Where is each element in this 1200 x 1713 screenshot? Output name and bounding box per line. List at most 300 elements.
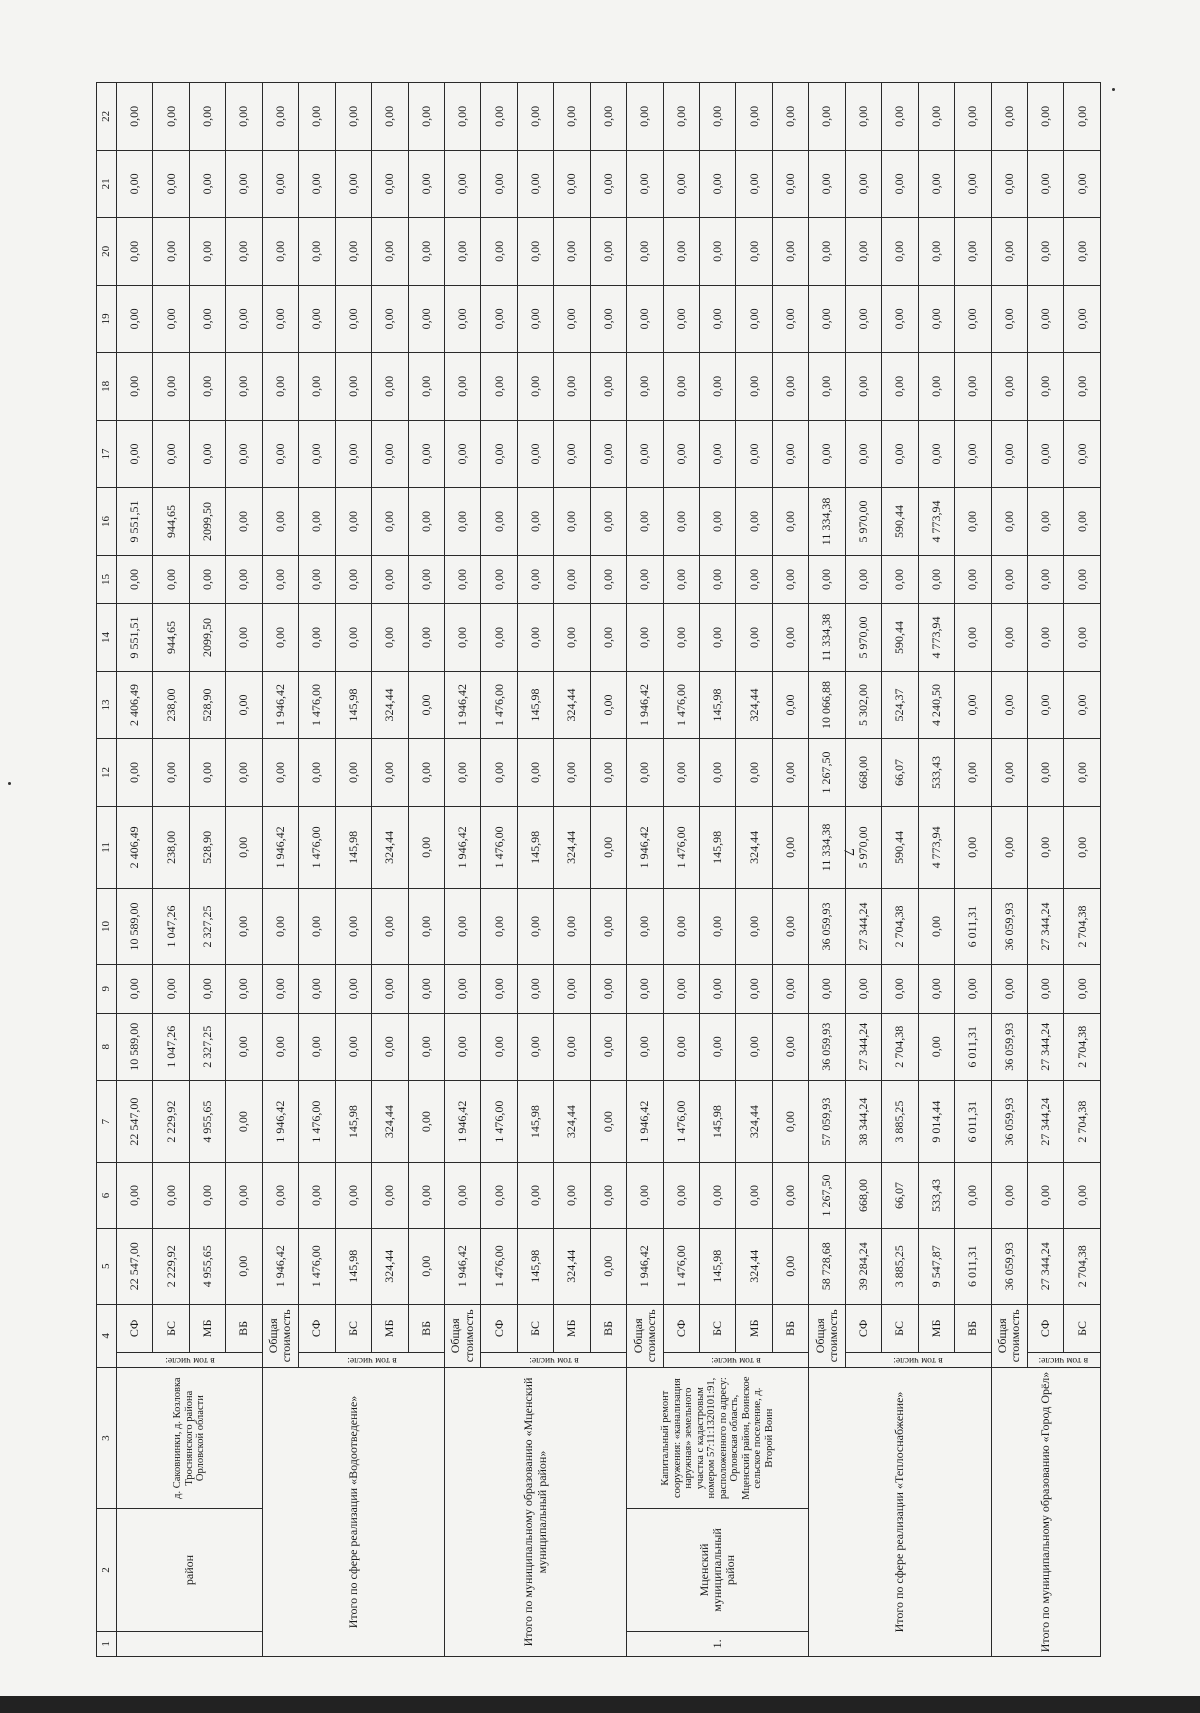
- value-cell: 27 344,24: [1027, 1081, 1063, 1163]
- scan-edge: [0, 1696, 1200, 1713]
- page-number: 7: [840, 848, 857, 856]
- value-cell: 0,00: [991, 420, 1027, 488]
- value-cell: 0,00: [627, 83, 663, 151]
- value-cell: 1 946,42: [262, 1228, 298, 1304]
- value-cell: 0,00: [627, 1163, 663, 1228]
- value-cell: 0,00: [1027, 420, 1063, 488]
- value-cell: 0,00: [845, 353, 881, 421]
- including-label: в том числе:: [663, 1353, 809, 1368]
- value-cell: 0,00: [117, 420, 153, 488]
- scan-speck: [8, 782, 11, 785]
- value-cell: 0,00: [627, 150, 663, 218]
- value-cell: 0,00: [481, 420, 517, 488]
- value-cell: 57 059,93: [809, 1081, 845, 1163]
- value-cell: 0,00: [955, 218, 991, 286]
- value-cell: 944,65: [153, 488, 189, 556]
- col-header: 2: [97, 1509, 117, 1631]
- value-cell: 0,00: [1064, 555, 1101, 604]
- column-number-row: [97, 83, 117, 1657]
- value-cell: 0,00: [700, 555, 736, 604]
- value-cell: 0,00: [590, 1013, 626, 1081]
- value-cell: 0,00: [517, 965, 553, 1014]
- value-cell: 944,65: [153, 604, 189, 672]
- including-label: в том числе:: [1027, 1353, 1100, 1368]
- value-cell: 0,00: [845, 83, 881, 151]
- col-header: 8: [97, 1013, 117, 1081]
- value-cell: 0,00: [1064, 806, 1101, 888]
- value-cell: 0,00: [408, 150, 444, 218]
- value-cell: 0,00: [955, 1163, 991, 1228]
- value-cell: 0,00: [991, 488, 1027, 556]
- value-cell: 0,00: [772, 1163, 808, 1228]
- value-cell: 2 327,25: [189, 1013, 225, 1081]
- value-cell: 27 344,24: [845, 889, 881, 965]
- value-cell: 0,00: [153, 285, 189, 353]
- value-cell: 0,00: [372, 218, 408, 286]
- value-cell: 0,00: [372, 965, 408, 1014]
- value-cell: 0,00: [299, 218, 335, 286]
- value-cell: 0,00: [991, 285, 1027, 353]
- value-cell: 145,98: [517, 806, 553, 888]
- value-cell: 0,00: [335, 555, 371, 604]
- value-cell: 668,00: [845, 1163, 881, 1228]
- col-header: 14: [97, 604, 117, 672]
- value-cell: 3 885,25: [882, 1228, 918, 1304]
- col-header: 9: [97, 965, 117, 1014]
- value-cell: 0,00: [845, 420, 881, 488]
- value-cell: 0,00: [627, 488, 663, 556]
- value-cell: 5 970,00: [845, 806, 881, 888]
- total-label: Общая стоимость: [262, 1304, 298, 1367]
- value-cell: 22 547,00: [117, 1081, 153, 1163]
- value-cell: 324,44: [554, 671, 590, 739]
- value-cell: 0,00: [918, 83, 954, 151]
- value-cell: 0,00: [554, 965, 590, 1014]
- value-cell: 0,00: [809, 285, 845, 353]
- value-cell: 0,00: [372, 889, 408, 965]
- value-cell: 0,00: [627, 218, 663, 286]
- value-cell: 0,00: [335, 604, 371, 672]
- value-cell: 0,00: [117, 218, 153, 286]
- value-cell: 1 946,42: [444, 1228, 480, 1304]
- value-cell: 0,00: [226, 218, 262, 286]
- value-cell: 0,00: [736, 218, 772, 286]
- value-cell: 0,00: [918, 1013, 954, 1081]
- value-cell: 1 476,00: [481, 1081, 517, 1163]
- value-cell: 1 946,42: [444, 671, 480, 739]
- value-cell: 11 334,38: [809, 604, 845, 672]
- col-header: 3: [97, 1367, 117, 1508]
- value-cell: 4 773,94: [918, 806, 954, 888]
- value-cell: 0,00: [262, 218, 298, 286]
- value-cell: 0,00: [1064, 604, 1101, 672]
- value-cell: 39 284,24: [845, 1228, 881, 1304]
- value-cell: 0,00: [444, 965, 480, 1014]
- value-cell: 0,00: [991, 806, 1027, 888]
- value-cell: 0,00: [372, 1163, 408, 1228]
- funding-source: МБ: [189, 1304, 225, 1353]
- section-title: Итого по муниципальному образованию «Мценский муниципальный район»: [444, 1367, 626, 1656]
- value-cell: 0,00: [408, 488, 444, 556]
- value-cell: 9 014,44: [918, 1081, 954, 1163]
- value-cell: 0,00: [517, 218, 553, 286]
- value-cell: 0,00: [955, 353, 991, 421]
- value-cell: 145,98: [517, 1228, 553, 1304]
- value-cell: 0,00: [517, 83, 553, 151]
- value-cell: 27 344,24: [1027, 1228, 1063, 1304]
- value-cell: 0,00: [117, 965, 153, 1014]
- value-cell: 2099,50: [189, 488, 225, 556]
- col-header: 12: [97, 739, 117, 807]
- value-cell: 1 476,00: [481, 1228, 517, 1304]
- value-cell: 1 476,00: [663, 1228, 699, 1304]
- value-cell: 0,00: [408, 806, 444, 888]
- value-cell: 0,00: [772, 555, 808, 604]
- value-cell: 0,00: [262, 739, 298, 807]
- value-cell: 0,00: [736, 488, 772, 556]
- value-cell: 0,00: [845, 218, 881, 286]
- municipality-name: район: [117, 1509, 263, 1631]
- value-cell: 0,00: [299, 604, 335, 672]
- value-cell: 0,00: [554, 353, 590, 421]
- value-cell: 590,44: [882, 488, 918, 556]
- budget-table: [96, 82, 1101, 1657]
- value-cell: 5 970,00: [845, 604, 881, 672]
- col-header: 1: [97, 1631, 117, 1656]
- table-row: [444, 83, 480, 1657]
- value-cell: 0,00: [554, 1013, 590, 1081]
- value-cell: 0,00: [153, 218, 189, 286]
- value-cell: 0,00: [663, 889, 699, 965]
- value-cell: 0,00: [663, 353, 699, 421]
- value-cell: 0,00: [226, 488, 262, 556]
- value-cell: 0,00: [736, 353, 772, 421]
- value-cell: 6 011,31: [955, 889, 991, 965]
- value-cell: 0,00: [444, 889, 480, 965]
- value-cell: 0,00: [991, 739, 1027, 807]
- value-cell: 0,00: [444, 150, 480, 218]
- value-cell: 0,00: [153, 1163, 189, 1228]
- value-cell: 0,00: [955, 806, 991, 888]
- value-cell: 0,00: [955, 604, 991, 672]
- value-cell: 324,44: [372, 671, 408, 739]
- value-cell: 0,00: [189, 285, 225, 353]
- section-title: Итого по сфере реализации «Теплоснабжение»: [809, 1367, 991, 1656]
- value-cell: 0,00: [991, 353, 1027, 421]
- value-cell: 1 946,42: [627, 1081, 663, 1163]
- value-cell: 9 547,87: [918, 1228, 954, 1304]
- col-header: 15: [97, 555, 117, 604]
- value-cell: 0,00: [554, 739, 590, 807]
- col-header: 21: [97, 150, 117, 218]
- value-cell: 6 011,31: [955, 1013, 991, 1081]
- value-cell: 0,00: [700, 420, 736, 488]
- value-cell: 0,00: [408, 285, 444, 353]
- value-cell: 5 302,00: [845, 671, 881, 739]
- total-label: Общая стоимость: [991, 1304, 1027, 1367]
- col-header: 16: [97, 488, 117, 556]
- value-cell: 1 946,42: [627, 1228, 663, 1304]
- value-cell: 0,00: [299, 1013, 335, 1081]
- value-cell: 0,00: [700, 889, 736, 965]
- municipality-name: Мценский муниципальный район: [627, 1509, 809, 1631]
- value-cell: 0,00: [1027, 218, 1063, 286]
- value-cell: 0,00: [809, 965, 845, 1014]
- value-cell: 0,00: [590, 488, 626, 556]
- col-header: 7: [97, 1081, 117, 1163]
- funding-source: ВБ: [226, 1304, 262, 1353]
- value-cell: 10 589,00: [117, 1013, 153, 1081]
- value-cell: 2 406,49: [117, 806, 153, 888]
- funding-source: БС: [700, 1304, 736, 1353]
- row-number: [117, 1631, 263, 1656]
- col-header: 6: [97, 1163, 117, 1228]
- value-cell: 0,00: [262, 555, 298, 604]
- value-cell: 0,00: [663, 218, 699, 286]
- funding-source: БС: [882, 1304, 918, 1353]
- value-cell: 324,44: [736, 671, 772, 739]
- value-cell: 0,00: [955, 420, 991, 488]
- value-cell: 0,00: [153, 83, 189, 151]
- value-cell: 0,00: [882, 555, 918, 604]
- value-cell: 0,00: [226, 1013, 262, 1081]
- value-cell: 0,00: [590, 285, 626, 353]
- value-cell: 0,00: [335, 83, 371, 151]
- value-cell: 145,98: [517, 671, 553, 739]
- value-cell: 0,00: [663, 739, 699, 807]
- value-cell: 1 946,42: [444, 806, 480, 888]
- value-cell: 1 946,42: [262, 671, 298, 739]
- value-cell: 0,00: [189, 353, 225, 421]
- value-cell: 0,00: [554, 889, 590, 965]
- value-cell: 0,00: [299, 285, 335, 353]
- funding-source: СФ: [845, 1304, 881, 1353]
- value-cell: 9 551,51: [117, 604, 153, 672]
- value-cell: 10 066,88: [809, 671, 845, 739]
- value-cell: 0,00: [408, 1013, 444, 1081]
- value-cell: 0,00: [809, 150, 845, 218]
- value-cell: 0,00: [590, 965, 626, 1014]
- value-cell: 0,00: [408, 353, 444, 421]
- value-cell: 0,00: [736, 1013, 772, 1081]
- value-cell: 0,00: [299, 353, 335, 421]
- value-cell: 36 059,93: [991, 1081, 1027, 1163]
- value-cell: 0,00: [226, 671, 262, 739]
- value-cell: 0,00: [663, 488, 699, 556]
- value-cell: 0,00: [444, 1013, 480, 1081]
- col-header: 4: [97, 1304, 117, 1367]
- value-cell: 0,00: [262, 420, 298, 488]
- value-cell: 0,00: [372, 488, 408, 556]
- value-cell: 0,00: [408, 671, 444, 739]
- value-cell: 6 011,31: [955, 1081, 991, 1163]
- value-cell: 0,00: [772, 806, 808, 888]
- value-cell: 668,00: [845, 739, 881, 807]
- value-cell: 533,43: [918, 739, 954, 807]
- funding-source: МБ: [736, 1304, 772, 1353]
- value-cell: 0,00: [845, 150, 881, 218]
- col-header: 10: [97, 889, 117, 965]
- value-cell: 0,00: [590, 671, 626, 739]
- value-cell: 0,00: [1027, 671, 1063, 739]
- value-cell: 0,00: [299, 965, 335, 1014]
- value-cell: 0,00: [189, 83, 225, 151]
- value-cell: 0,00: [991, 83, 1027, 151]
- funding-source: ВБ: [408, 1304, 444, 1353]
- value-cell: 0,00: [408, 83, 444, 151]
- value-cell: 0,00: [809, 83, 845, 151]
- value-cell: 0,00: [299, 420, 335, 488]
- value-cell: 0,00: [554, 1163, 590, 1228]
- value-cell: 0,00: [189, 420, 225, 488]
- value-cell: 0,00: [554, 604, 590, 672]
- value-cell: 145,98: [335, 806, 371, 888]
- value-cell: 0,00: [481, 83, 517, 151]
- value-cell: 0,00: [408, 1163, 444, 1228]
- value-cell: 0,00: [918, 353, 954, 421]
- value-cell: 0,00: [554, 488, 590, 556]
- value-cell: 1 946,42: [262, 806, 298, 888]
- value-cell: 2 704,38: [882, 1013, 918, 1081]
- value-cell: 0,00: [772, 353, 808, 421]
- value-cell: 0,00: [372, 150, 408, 218]
- value-cell: 0,00: [444, 488, 480, 556]
- value-cell: 324,44: [736, 1228, 772, 1304]
- value-cell: 0,00: [663, 1013, 699, 1081]
- value-cell: 0,00: [736, 83, 772, 151]
- value-cell: 0,00: [517, 889, 553, 965]
- value-cell: 324,44: [554, 1081, 590, 1163]
- value-cell: 0,00: [153, 420, 189, 488]
- value-cell: 0,00: [517, 555, 553, 604]
- value-cell: 0,00: [663, 420, 699, 488]
- value-cell: 4 773,94: [918, 488, 954, 556]
- value-cell: 0,00: [1027, 965, 1063, 1014]
- value-cell: 0,00: [663, 1163, 699, 1228]
- value-cell: 0,00: [226, 739, 262, 807]
- value-cell: 0,00: [481, 150, 517, 218]
- value-cell: 2 229,92: [153, 1228, 189, 1304]
- funding-source: БС: [517, 1304, 553, 1353]
- value-cell: 0,00: [772, 1228, 808, 1304]
- value-cell: 1 476,00: [299, 1228, 335, 1304]
- value-cell: 0,00: [590, 739, 626, 807]
- value-cell: 0,00: [1027, 604, 1063, 672]
- col-header: 19: [97, 285, 117, 353]
- value-cell: 0,00: [554, 218, 590, 286]
- value-cell: 238,00: [153, 671, 189, 739]
- value-cell: 0,00: [772, 218, 808, 286]
- col-header: 11: [97, 806, 117, 888]
- value-cell: 0,00: [226, 285, 262, 353]
- value-cell: 0,00: [299, 739, 335, 807]
- value-cell: 528,90: [189, 806, 225, 888]
- value-cell: 528,90: [189, 671, 225, 739]
- value-cell: 1 476,00: [663, 1081, 699, 1163]
- value-cell: 0,00: [700, 604, 736, 672]
- col-header: 17: [97, 420, 117, 488]
- value-cell: 145,98: [335, 1081, 371, 1163]
- value-cell: 1 476,00: [663, 806, 699, 888]
- value-cell: 0,00: [991, 604, 1027, 672]
- value-cell: 6 011,31: [955, 1228, 991, 1304]
- value-cell: 0,00: [627, 420, 663, 488]
- value-cell: 0,00: [335, 218, 371, 286]
- value-cell: 0,00: [408, 555, 444, 604]
- value-cell: 0,00: [444, 1163, 480, 1228]
- value-cell: 66,07: [882, 739, 918, 807]
- value-cell: 590,44: [882, 806, 918, 888]
- value-cell: 0,00: [700, 353, 736, 421]
- value-cell: 0,00: [736, 889, 772, 965]
- value-cell: 0,00: [663, 604, 699, 672]
- value-cell: 4 955,65: [189, 1228, 225, 1304]
- funding-source: БС: [153, 1304, 189, 1353]
- value-cell: 0,00: [262, 1163, 298, 1228]
- value-cell: 0,00: [627, 555, 663, 604]
- value-cell: 0,00: [153, 353, 189, 421]
- value-cell: 0,00: [299, 555, 335, 604]
- value-cell: 0,00: [372, 555, 408, 604]
- value-cell: 36 059,93: [991, 1013, 1027, 1081]
- value-cell: 27 344,24: [1027, 1013, 1063, 1081]
- table-row: [262, 83, 298, 1657]
- value-cell: 10 589,00: [117, 889, 153, 965]
- value-cell: 0,00: [700, 739, 736, 807]
- including-label: в том числе:: [845, 1353, 991, 1368]
- value-cell: 0,00: [955, 739, 991, 807]
- value-cell: 0,00: [117, 739, 153, 807]
- value-cell: 0,00: [882, 285, 918, 353]
- value-cell: 0,00: [517, 1163, 553, 1228]
- value-cell: 0,00: [991, 150, 1027, 218]
- value-cell: 0,00: [262, 965, 298, 1014]
- value-cell: 2 704,38: [1064, 1081, 1101, 1163]
- value-cell: 27 344,24: [845, 1013, 881, 1081]
- value-cell: 4 240,50: [918, 671, 954, 739]
- value-cell: 66,07: [882, 1163, 918, 1228]
- value-cell: 0,00: [189, 965, 225, 1014]
- value-cell: 0,00: [117, 353, 153, 421]
- value-cell: 0,00: [372, 83, 408, 151]
- value-cell: 0,00: [1027, 739, 1063, 807]
- value-cell: 2099,50: [189, 604, 225, 672]
- value-cell: 0,00: [663, 83, 699, 151]
- value-cell: 0,00: [372, 420, 408, 488]
- value-cell: 0,00: [189, 150, 225, 218]
- value-cell: 0,00: [1064, 150, 1101, 218]
- funding-source: СФ: [1027, 1304, 1063, 1353]
- value-cell: 0,00: [481, 1013, 517, 1081]
- value-cell: 0,00: [481, 218, 517, 286]
- value-cell: 1 047,26: [153, 1013, 189, 1081]
- value-cell: 145,98: [335, 671, 371, 739]
- value-cell: 0,00: [153, 555, 189, 604]
- value-cell: 0,00: [335, 353, 371, 421]
- value-cell: 0,00: [517, 739, 553, 807]
- value-cell: 0,00: [1064, 671, 1101, 739]
- value-cell: 324,44: [372, 1081, 408, 1163]
- value-cell: 1 946,42: [444, 1081, 480, 1163]
- value-cell: 0,00: [444, 353, 480, 421]
- col-header: 5: [97, 1228, 117, 1304]
- value-cell: 0,00: [226, 420, 262, 488]
- value-cell: 0,00: [918, 965, 954, 1014]
- value-cell: 0,00: [1027, 83, 1063, 151]
- value-cell: 0,00: [809, 555, 845, 604]
- value-cell: 0,00: [1064, 285, 1101, 353]
- value-cell: 0,00: [772, 889, 808, 965]
